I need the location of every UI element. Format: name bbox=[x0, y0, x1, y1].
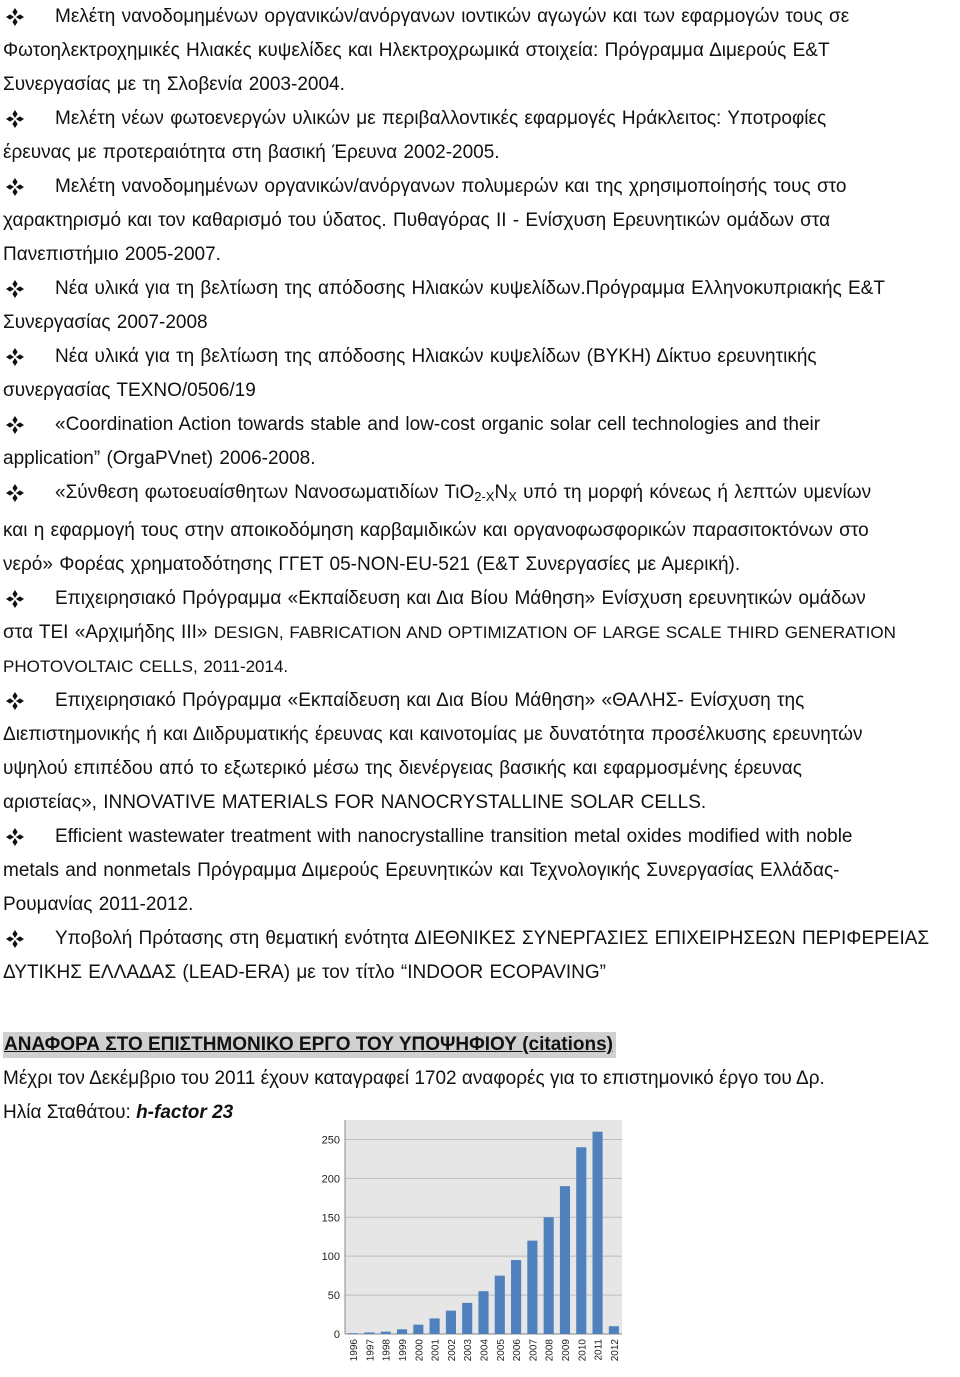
list-item-line: Μελέτη νέων φωτοενεργών υλικών με περιβαλλοντικές εφαρμογές Ηράκλειτος: Υποτροφίες bbox=[3, 102, 958, 136]
section-heading: ΑΝΑΦΟΡΑ ΣΤΟ ΕΠΙΣΤΗΜΟΝΙΚΟ ΕΡΓΟ ΤΟΥ ΥΠΟΨΗΦΙΟΥ (citations) bbox=[3, 1032, 616, 1058]
diamond-bullet-icon bbox=[5, 7, 25, 27]
bar bbox=[348, 1333, 358, 1334]
diamond-bullet-icon bbox=[5, 109, 25, 129]
x-tick-label: 2008 bbox=[544, 1339, 556, 1362]
list-item bbox=[3, 102, 958, 170]
bar bbox=[462, 1303, 472, 1334]
list-item-line: Διεπιστημονικής ή και Διιδρυματικής έρευνας και καινοτομίας με δυνατότητα προσέλκυσης ερευνητών bbox=[3, 724, 863, 745]
x-tick-label: 1996 bbox=[349, 1339, 361, 1362]
diamond-bullet-icon bbox=[5, 415, 25, 435]
list-item-line: στα ΤΕΙ «Αρχιμήδης ΙΙΙ» DESIGN, FABRICATION AND OPTIMIZATION OF LARGE SCALE THIRD GENERATION bbox=[3, 622, 896, 643]
bar bbox=[430, 1318, 440, 1334]
diamond-bullet-icon bbox=[5, 279, 25, 299]
x-tick-label: 2003 bbox=[463, 1339, 475, 1362]
bar bbox=[446, 1311, 456, 1334]
research-projects-list bbox=[3, 0, 958, 476]
list-item-line: Νέα υλικά για τη βελτίωση της απόδοσης Ηλιακών κυψελίδων (ΒΥΚΗ) Δίκτυο ερευνητικής bbox=[3, 340, 958, 374]
y-tick-label: 100 bbox=[321, 1251, 340, 1264]
diamond-bullet-icon bbox=[5, 177, 25, 197]
y-tick-label: 50 bbox=[327, 1290, 340, 1303]
bar bbox=[364, 1332, 374, 1334]
list-item-line: νερό» Φορέας χρηματοδότησης ΓΓΕΤ 05-NON-EU-521 (Ε&Τ Συνεργασίες με Αμερική). bbox=[3, 554, 741, 575]
list-item-line: PHOTOVOLTAIC CELLS, 2011-2014. bbox=[3, 657, 289, 676]
diamond-bullet-icon bbox=[5, 827, 25, 847]
diamond-bullet-icon bbox=[5, 589, 25, 609]
list-item-line: «Σύνθεση φωτοευαίσθητων Νανοσωματιδίων $T\iota O_{2-X}N_X$ υπό τη μορφή κόνεως ή λεπτών υμενίων bbox=[3, 476, 958, 514]
x-tick-label: 2007 bbox=[528, 1339, 540, 1362]
x-tick-label: 2010 bbox=[577, 1339, 589, 1362]
list-item-line: Μελέτη νανοδομημένων οργανικών/ανόργανων ιοντικών αγωγών και των εφαρμογών τους σε bbox=[3, 0, 958, 34]
bar bbox=[495, 1276, 505, 1334]
list-item-line: Νέα υλικά για τη βελτίωση της απόδοσης Ηλιακών κυψελίδων.Πρόγραμμα Ελληνοκυπριακής Ε&Τ bbox=[3, 272, 958, 306]
bar bbox=[609, 1326, 619, 1334]
list-item bbox=[3, 684, 958, 820]
list-item-line: application” (OrgaPVnet) 2006-2008. bbox=[3, 448, 316, 469]
list-item-line: υψηλού επιπέδου από το εξωτερικό μέσω της διενέργειας βασικής και εφαρμοσμένης έρευνας bbox=[3, 758, 802, 779]
x-tick-label: 2000 bbox=[414, 1339, 426, 1362]
bar bbox=[576, 1147, 586, 1334]
document-page bbox=[3, 0, 958, 1130]
bar bbox=[478, 1291, 488, 1334]
bar bbox=[381, 1332, 391, 1334]
x-tick-label: 2011 bbox=[593, 1339, 605, 1361]
list-item-line: συνεργασίας ΤΕΧΝΟ/0506/19 bbox=[3, 380, 256, 401]
bar bbox=[560, 1186, 570, 1334]
list-item-line: Συνεργασίας με τη Σλοβενία 2003-2004. bbox=[3, 74, 345, 95]
diamond-bullet-icon bbox=[5, 691, 25, 711]
diamond-bullet-icon bbox=[5, 347, 25, 367]
y-tick-label: 150 bbox=[321, 1212, 340, 1225]
list-item-line: «Coordination Action towards stable and low-cost organic solar cell technologies and their bbox=[3, 408, 958, 442]
list-item-line: Επιχειρησιακό Πρόγραμμα «Εκπαίδευση και Δια Βίου Μάθηση» «ΘΑΛΗΣ- Ενίσχυση της bbox=[3, 684, 958, 718]
research-projects-list-continued bbox=[3, 684, 958, 990]
list-item bbox=[3, 820, 958, 922]
chart-svg bbox=[305, 1114, 630, 1372]
list-item-line: Συνεργασίας 2007-2008 bbox=[3, 312, 208, 333]
list-item-line: έρευνας με προτεραιότητα στη βασική Έρευνα 2002-2005. bbox=[3, 142, 500, 163]
x-tick-label: 2009 bbox=[560, 1339, 572, 1362]
x-tick-label: 1998 bbox=[381, 1339, 393, 1362]
list-item bbox=[3, 272, 958, 340]
x-tick-label: 2012 bbox=[609, 1339, 621, 1362]
list-item-line: Ρουμανίας 2011-2012. bbox=[3, 894, 194, 915]
list-item-line: metals and nonmetals Πρόγραμμα Διμερούς Ερευνητικών και Τεχνολογικής Συνεργασίας Ελλάδας- bbox=[3, 860, 840, 881]
x-tick-label: 2005 bbox=[495, 1339, 507, 1362]
h-factor: h-factor 23 bbox=[136, 1102, 234, 1123]
y-tick-label: 250 bbox=[321, 1134, 340, 1147]
list-item-line: χαρακτηρισμό και τον καθαρισμό του ύδατος. Πυθαγόρας ΙΙ - Ενίσχυση Ερευνητικών ομάδων στα bbox=[3, 210, 831, 231]
list-item-line: και η εφαρμογή τους στην αποικοδόμηση καρβαμιδικών και οργανοφωσφορικών παρασιτοκτόνων στο bbox=[3, 520, 869, 541]
list-item bbox=[3, 582, 958, 684]
bar bbox=[544, 1217, 554, 1334]
x-tick-label: 2006 bbox=[512, 1339, 524, 1362]
diamond-bullet-icon bbox=[5, 929, 25, 949]
list-item-line: αριστείας», INNOVATIVE MATERIALS FOR NANOCRYSTALLINE SOLAR CELLS. bbox=[3, 792, 707, 813]
list-item bbox=[3, 476, 958, 582]
list-item bbox=[3, 0, 958, 102]
list-item-line: Μελέτη νανοδομημένων οργανικών/ανόργανων πολυμερών και της χρησιμοποίησής τους στο bbox=[3, 170, 958, 204]
y-tick-label: 0 bbox=[333, 1329, 340, 1341]
list-item bbox=[3, 170, 958, 272]
bar bbox=[593, 1132, 603, 1334]
list-item bbox=[3, 340, 958, 408]
list-item-line: Υποβολή Πρότασης στη θεματική ενότητα ΔΙΕΘΝΙΚΕΣ ΣΥΝΕΡΓΑΣΙΕΣ ΕΠΙΧΕΙΡΗΣΕΩΝ ΠΕΡΙΦΕΡΕΙΑΣ bbox=[3, 922, 958, 956]
bar bbox=[413, 1325, 423, 1334]
list-item-line: ΔΥΤΙΚΗΣ ΕΛΛΑΔΑΣ (LEAD-ERA) με τον τίτλο “INDOOR ECOPAVING” bbox=[3, 962, 606, 983]
x-tick-label: 2002 bbox=[446, 1339, 458, 1362]
list-item-line: Φωτοηλεκτροχημικές Ηλιακές κυψελίδες και Ηλεκτροχρωμικά στοιχεία: Πρόγραμμα Διμερούς Ε&Τ bbox=[3, 40, 830, 61]
x-tick-label: 2004 bbox=[479, 1339, 491, 1362]
list-item bbox=[3, 922, 958, 990]
x-tick-label: 1997 bbox=[365, 1339, 377, 1362]
citations-paragraph: Μέχρι τον Δεκέμβριο του 2011 έχουν καταγραφεί 1702 αναφορές για το επιστημονικό έργο του Δρ. Ηλία Σταθάτου: h-factor 23 bbox=[3, 1068, 825, 1123]
x-tick-label: 1999 bbox=[398, 1339, 410, 1362]
bar bbox=[527, 1241, 537, 1334]
bar bbox=[397, 1329, 407, 1334]
x-tick-label: 2001 bbox=[430, 1339, 442, 1362]
list-item-line: Efficient wastewater treatment with nanocrystalline transition metal oxides modified with noble bbox=[3, 820, 958, 854]
y-tick-label: 200 bbox=[321, 1173, 340, 1186]
diamond-bullet-icon bbox=[5, 483, 25, 503]
list-item-line: Επιχειρησιακό Πρόγραμμα «Εκπαίδευση και Δια Βίου Μάθηση» Ενίσχυση ερευνητικών ομάδων bbox=[3, 582, 958, 616]
citations-bar-chart bbox=[305, 1114, 630, 1372]
list-item bbox=[3, 408, 958, 476]
list-item-line: Πανεπιστήμιο 2005-2007. bbox=[3, 244, 221, 265]
bar bbox=[511, 1260, 521, 1334]
